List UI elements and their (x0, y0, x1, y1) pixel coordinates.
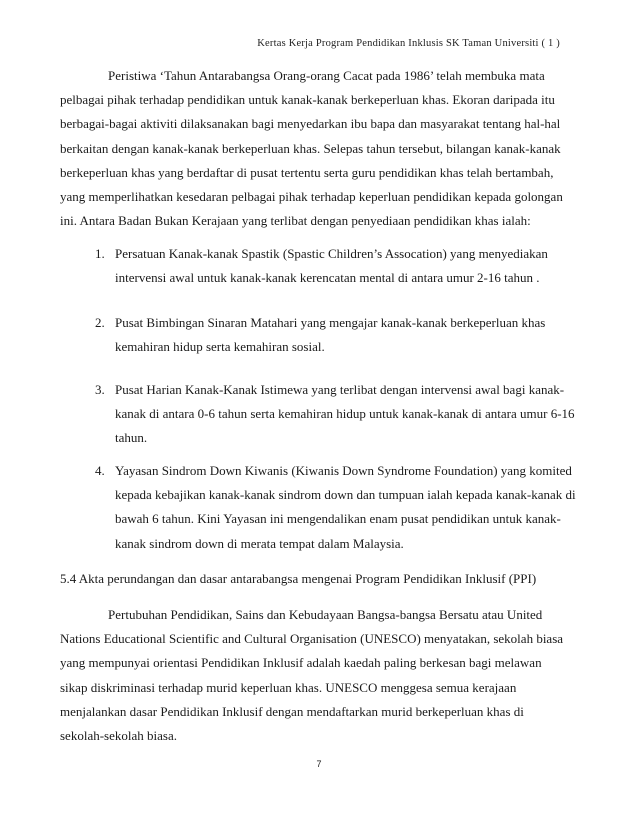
paragraph-line: pelbagai pihak terhadap pendidikan untuk kanak-kanak berkeperluan khas. Ekoran daripada itu (60, 92, 555, 108)
paragraph-line: yang mempunyai orientasi Pendidikan Inklusif adalah kaedah paling berkesan bagi melawan (60, 655, 542, 671)
paragraph-line: yang memperlihatkan kesedaran pelbagai pihak terhadap keperluan pendidikan kepada golongan (60, 189, 563, 205)
list-line: kanak di antara 0-6 tahun serta kemahiran hidup untuk kanak-kanak di antara umur 6-16 (115, 406, 575, 422)
list-line: kanak sindrom down di merata tempat dalam Malaysia. (115, 535, 404, 551)
list-line: intervensi awal untuk kanak-kanak kerencatan mental di antara umur 2-16 tahun . (115, 270, 540, 286)
paragraph-line: Nations Educational Scientific and Cultural Organisation (UNESCO) menyatakan, sekolah biasa (60, 631, 564, 647)
page-number: 7 (316, 759, 322, 769)
list-line: kepada kebajikan kanak-kanak sindrom down dan tumpuan ialah kepada kanak-kanak di (115, 487, 576, 503)
paragraph-line: Peristiwa ‘Tahun Antarabangsa Orang-orang Cacat pada 1986’ telah membuka mata (108, 68, 545, 83)
paragraph-line: ini. Antara Badan Bukan Kerajaan yang terlibat dengan penyediaan pendidikan khas ialah: (60, 213, 531, 229)
list-number: 1. (95, 246, 105, 261)
section-heading: 5.4 Akta perundangan dan dasar antarabangsa mengenai Program Pendidikan Inklusif (PPI) (60, 571, 537, 586)
intro-paragraph (60, 64, 570, 233)
list-line: Yayasan Sindrom Down Kiwanis (Kiwanis Down Syndrome Foundation) yang komited (115, 463, 572, 478)
paragraph-line: berbagai-bagai aktiviti dilaksanakan bagi menyedarkan ibu bapa dan masyarakat tentang hal-hal (60, 116, 561, 132)
list-number: 3. (95, 382, 105, 397)
list-line: Pusat Bimbingan Sinaran Matahari yang mengajar kanak-kanak berkeperluan khas (115, 315, 546, 330)
paragraph-line: menjalankan dasar Pendidikan Inklusif dengan mendaftarkan murid berkeperluan khas di (60, 703, 524, 719)
paragraph-line: Pertubuhan Pendidikan, Sains dan Kebudayaan Bangsa-bangsa Bersatu atau United (108, 607, 543, 622)
paragraph-line: berkaitan dengan kanak-kanak berkeperluan khas. Selepas tahun tersebut, bilangan kanak-kanak (60, 140, 561, 156)
paragraph-line: berkeperluan khas yang berdaftar di pusat tertentu serta guru pendidikan khas telah bertambah, (60, 164, 554, 180)
list-number: 4. (95, 463, 105, 478)
running-header: Kertas Kerja Program Pendidikan Inklusis SK Taman Universiti ( 1 ) (257, 38, 560, 49)
paragraph-line: sekolah-sekolah biasa. (60, 728, 177, 744)
unesco-paragraph (60, 603, 570, 748)
list-line: Pusat Harian Kanak-Kanak Istimewa yang terlibat dengan intervensi awal bagi kanak- (115, 382, 565, 397)
list-line: Persatuan Kanak-kanak Spastik (Spastic Children’s Assocation) yang menyediakan (115, 246, 548, 261)
list-line: tahun. (115, 430, 148, 446)
list-line: kemahiran hidup serta kemahiran sosial. (115, 339, 325, 355)
list-number: 2. (95, 315, 105, 330)
list-line: bawah 6 tahun. Kini Yayasan ini mengendalikan enam pusat pendidikan untuk kanak- (115, 511, 561, 527)
paragraph-line: sikap diskriminasi terhadap murid keperluan khas. UNESCO menggesa semua kerajaan (60, 679, 517, 695)
